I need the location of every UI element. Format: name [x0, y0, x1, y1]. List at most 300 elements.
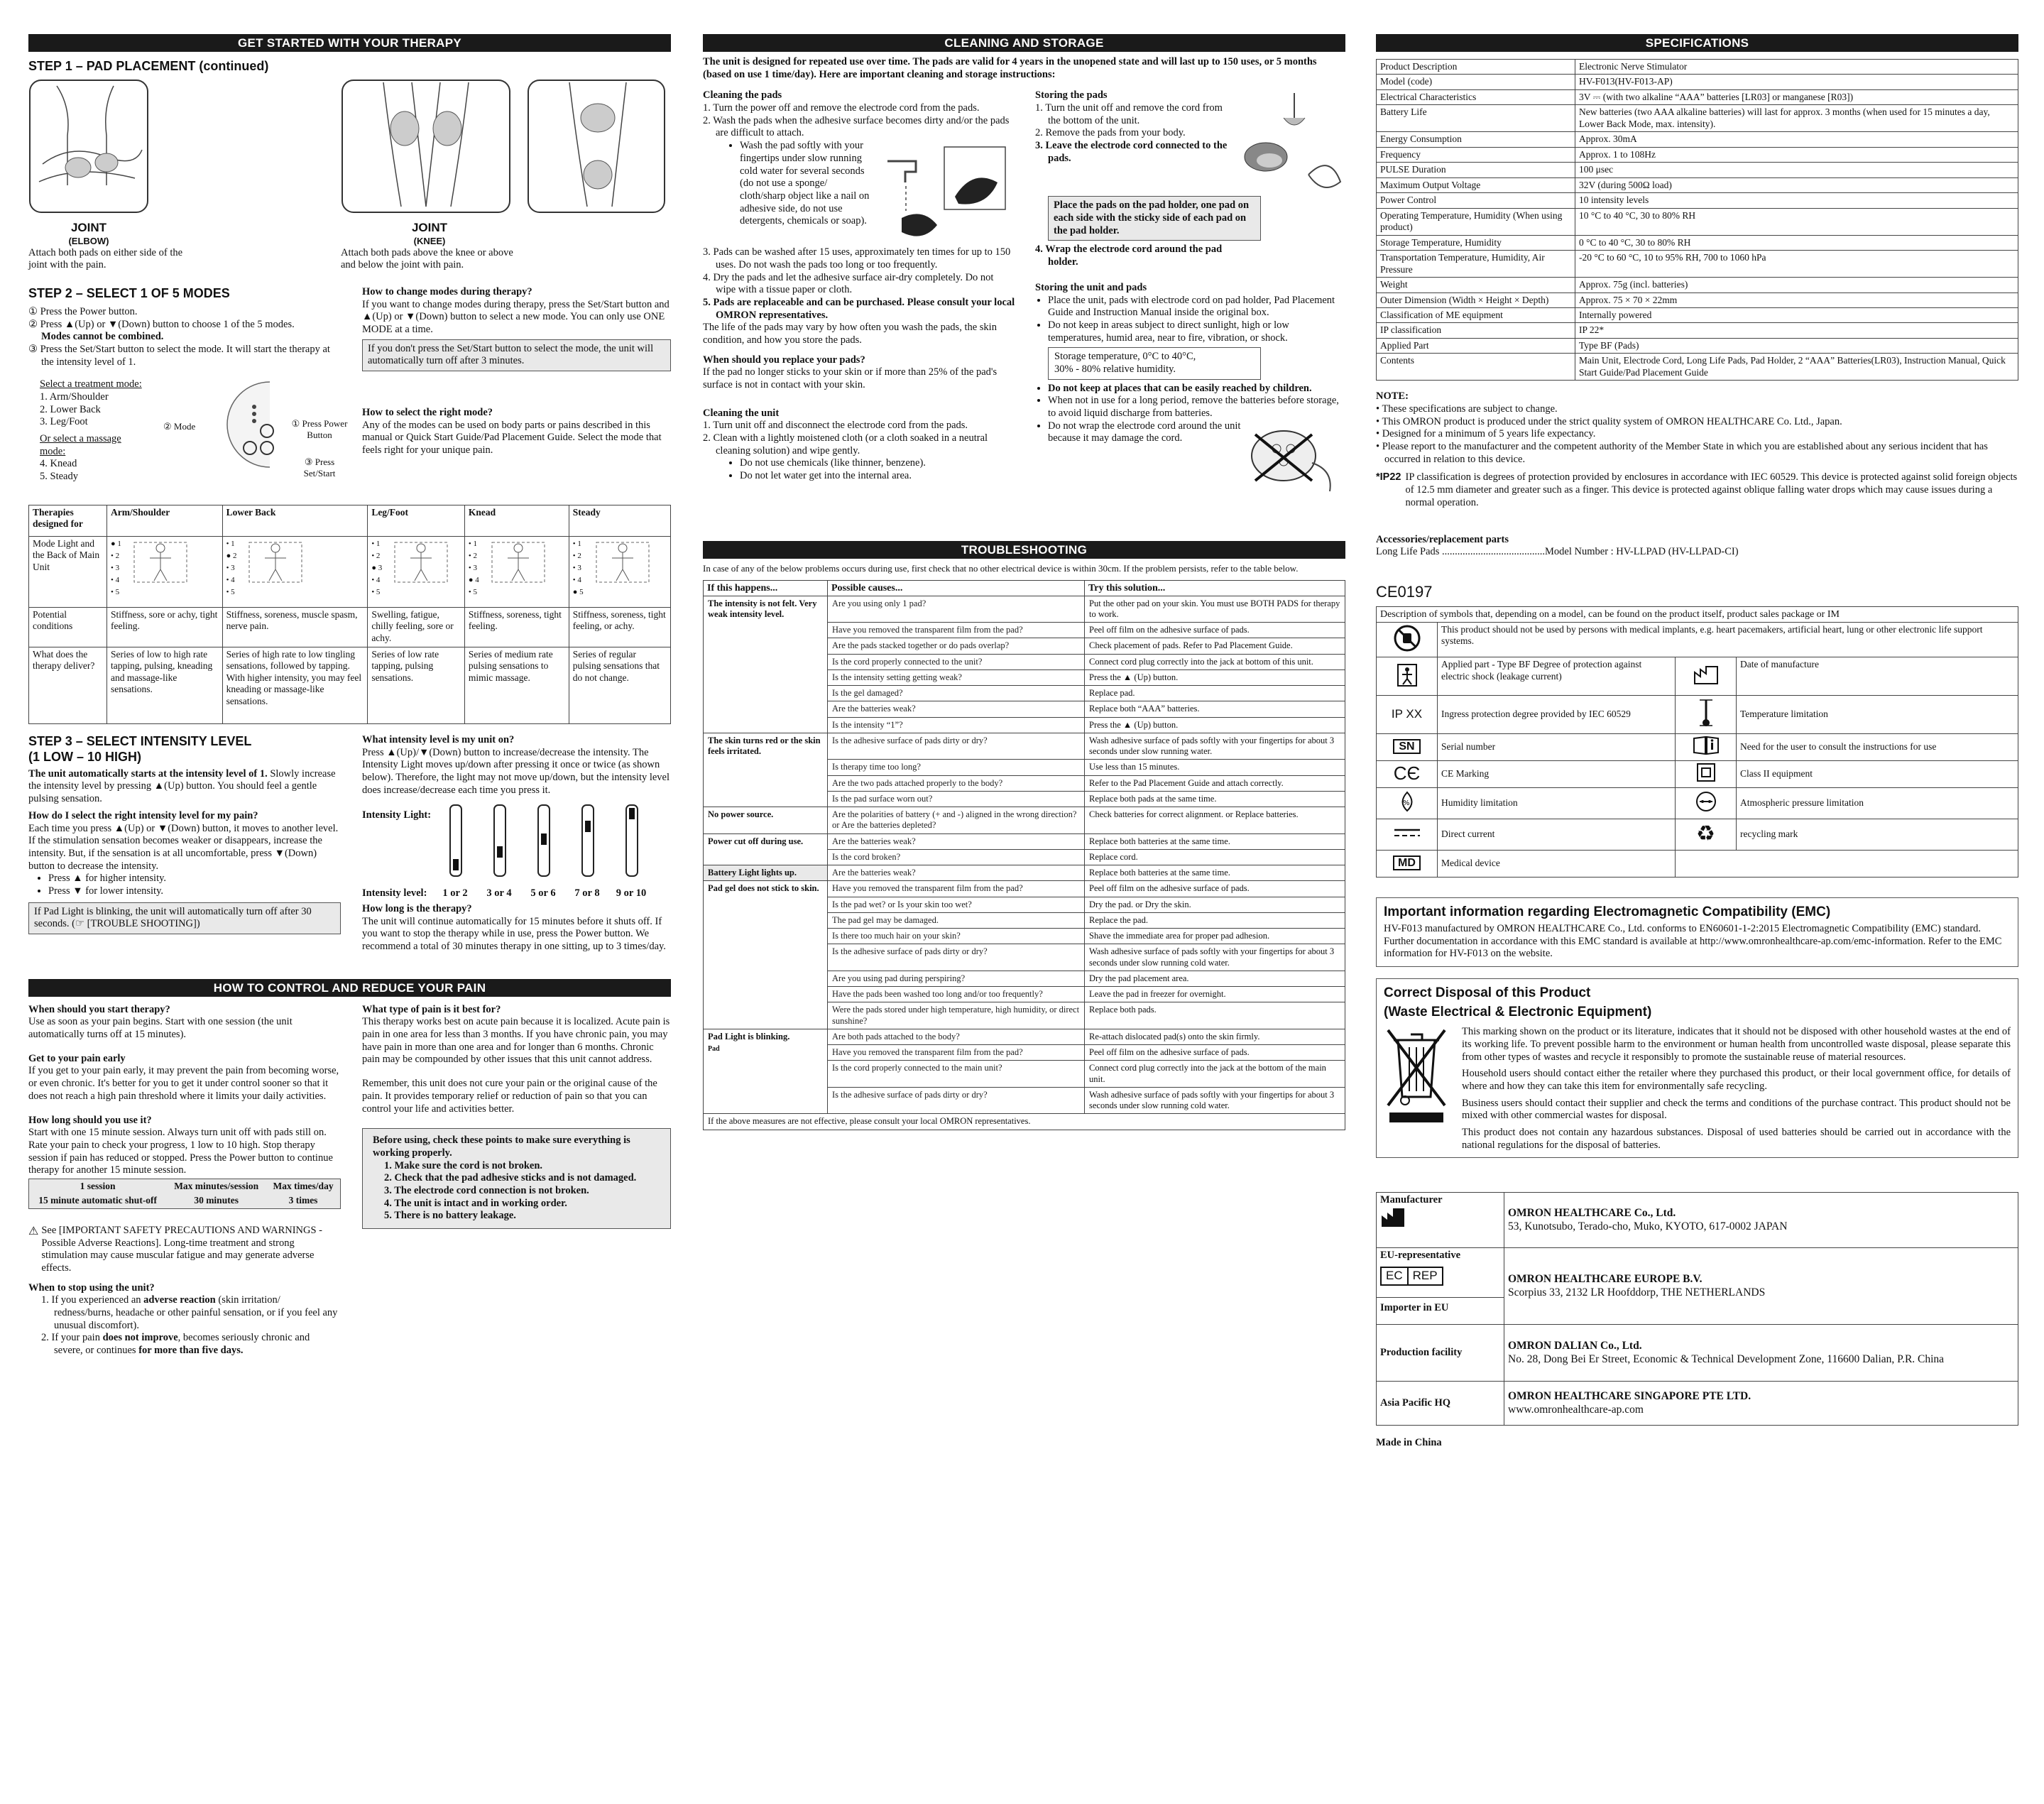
knee-illustration-front — [341, 79, 511, 214]
mode-dot-icon: • — [111, 587, 116, 596]
production-label: Production facility — [1377, 1325, 1504, 1382]
early-q: Get to your pain early — [28, 1052, 126, 1064]
mode-number: 4 — [376, 575, 381, 584]
cond-steady: Stiffness, soreness, tight feeling, or achy. — [569, 607, 670, 647]
sym-recycle-text: recycling mark — [1737, 819, 2018, 850]
mode-number: 3 — [378, 563, 383, 572]
step3-left — [28, 734, 341, 953]
spec-label: Power Control — [1377, 193, 1575, 208]
control-left — [28, 1004, 341, 1357]
mode-dot-active-icon: ● — [468, 575, 476, 584]
mode-dot-row — [111, 586, 121, 598]
mode-light-knead — [464, 536, 569, 607]
spec-label: PULSE Duration — [1377, 163, 1575, 177]
check-box — [362, 1128, 671, 1229]
knee-block — [341, 79, 671, 271]
instructions-icon — [1693, 736, 1720, 755]
row-conditions-label: Potential conditions — [29, 607, 107, 647]
sym-bf-cell — [1377, 657, 1438, 696]
body-area-icon — [129, 538, 192, 588]
ts-solution: Dry the pad. or Dry the skin. — [1085, 897, 1345, 912]
knee-illustration-side — [527, 79, 666, 214]
ip-text: IP classification is degrees of protection provided by enclosures in accordance with IEC 60529. This device is protected against solid foreign objects of 12.5 mm diameter and greater such as a finger. This device is protected against oblique falling water drops which may cause issues during a normal operation. — [1405, 471, 2018, 508]
ip-mark: *IP22 — [1376, 471, 1401, 483]
pad-life: The life of the pads may vary by how often you wash the pads, the skin condition, and how you store the pads. — [703, 322, 997, 346]
storage-temp-box — [1048, 347, 1261, 379]
when-q: When should you start therapy? — [28, 1003, 170, 1015]
cond-arm: Stiffness, sore or achy, tight feeling. — [107, 607, 223, 647]
spec-row — [1377, 147, 2018, 162]
direct-current-icon — [1393, 827, 1421, 838]
mode-dot-row — [111, 538, 121, 550]
accessories-block — [1376, 534, 2018, 559]
spec-value: 3V ⎓ (with two alkaline “AAA” batteries [LR03] or manganese [R03]) — [1575, 89, 2018, 104]
ts-solution: Peel off film on the adhesive surface of pads. — [1085, 881, 1345, 897]
th-arm: Arm/Shoulder — [107, 505, 223, 536]
disposal-para-3: Business users should contact their supplier and check the terms and conditions of the purchase contract. This product should not be mixed with other commercial wastes for disposal. — [1462, 1097, 2011, 1122]
mfr-label: Manufacturer — [1380, 1194, 1443, 1206]
mode-dot-icon: • — [371, 587, 376, 596]
mode-dot-icon: • — [226, 575, 231, 584]
check-item-4: 4. The unit is intact and in working order. — [384, 1197, 567, 1209]
mode-light-arm — [107, 536, 223, 607]
mode-dot-row — [226, 538, 237, 550]
spec-value: 32V (during 500Ω load) — [1575, 177, 2018, 192]
long-a: The unit will continue automatically for 15 minutes before it shuts off. If you want to stop the therapy while in use, press the Power button. We recommend a total of 30 minutes therapy in one sitting, up to 3 times/day. — [362, 915, 666, 953]
mode-number: 2 — [115, 551, 120, 560]
ts-intro: In case of any of the below problems occurs during use, first check that no other electrical device is within 30cm. If the problem persists, refer to the table below. — [703, 562, 1299, 574]
spec-row — [1377, 105, 2018, 132]
ts-problem: Pad Light is blinking. Pad — [704, 1029, 828, 1114]
sym-bf-text: Applied part - Type BF Degree of protection against electric shock (leakage current) — [1438, 657, 1676, 696]
spec-value: Type BF (Pads) — [1575, 338, 2018, 353]
deliver-steady: Series of regular pulsing sensations that do not change. — [569, 647, 670, 723]
step3-q: How do I select the right intensity level for my pain? — [28, 809, 258, 821]
mode-dot-icon: • — [371, 551, 376, 560]
mode-number: 1 — [473, 539, 477, 548]
spec-value: HV-F013(HV-F013-AP) — [1575, 75, 2018, 89]
mode-dot-icon: • — [226, 563, 231, 572]
note-3: • Designed for a minimum of 5 years life expectancy. — [1376, 428, 1596, 440]
storage-temp-line-1: Storage temperature, 0°C to 40°C, — [1054, 351, 1196, 363]
knee-title: JOINT — [411, 220, 448, 234]
mode-dot-row — [469, 574, 479, 586]
mode-dot-row — [573, 550, 584, 562]
spec-label: Product Description — [1377, 60, 1575, 75]
mode-light-lower-back — [222, 536, 368, 607]
store-unit-bullet-3: • Do not keep at places that can be easily reached by children. — [1048, 383, 1345, 395]
ts-row — [704, 733, 1345, 760]
early-a: If you get to your pain early, it may prevent the pain from becoming worse, or even chronic. It's better for you to get it under control sooner so that it does not reach a high pain threshold where it limits your daily activities. — [28, 1065, 339, 1102]
treatment-mode-title: Select a treatment mode: — [40, 378, 142, 390]
ts-solution: Wash adhesive surface of pads softly with your fingertips for about 3 seconds under slow running water. — [1085, 733, 1345, 760]
spec-value: 100 μsec — [1575, 163, 2018, 177]
cleaning-intro: The unit is designed for repeated use over time. The pads are valid for 4 years in the unopened state and will last up to 150 uses, or 5 months (based on use 1 time/day). Here are important cleaning and storage instructions: — [703, 56, 1317, 80]
intensity-light-bars — [440, 802, 640, 887]
eu-rep-label: EU-representative — [1380, 1250, 1461, 1262]
elbow-title: JOINT — [70, 220, 107, 234]
ts-row — [704, 596, 1345, 623]
ts-cause: Is the pad wet? or Is your skin too wet? — [828, 897, 1085, 912]
th-knead: Knead — [464, 505, 569, 536]
cond-leg: Swelling, fatigue, chilly feeling, sore or achy. — [368, 607, 465, 647]
section-header-cleaning: CLEANING AND STORAGE — [703, 34, 1345, 52]
row-deliver-label: What does the therapy deliver? — [29, 647, 107, 723]
ts-solution: Press the ▲ (Up) button. — [1085, 717, 1345, 733]
clean-unit-bullet-1: • Do not use chemicals (like thinner, benzene). — [740, 457, 1015, 470]
ts-cause: Is therapy time too long? — [828, 760, 1085, 775]
cleaning-area — [703, 89, 1345, 498]
mode-dot-icon: • — [111, 551, 116, 560]
sym-md-text: Medical device — [1438, 850, 1676, 877]
ec-rep-icon: EC REP — [1380, 1267, 1500, 1286]
mode-number: 4 — [475, 575, 479, 584]
check-item-2: 2. Check that the pad adhesive sticks and is not damaged. — [384, 1172, 637, 1184]
ts-h-solution: Try this solution... — [1085, 580, 1345, 596]
ts-solution: Use less than 15 minutes. — [1085, 760, 1345, 775]
device-diagram — [142, 378, 348, 479]
body-area-icon — [389, 538, 453, 588]
sym-class2-text: Class II equipment — [1737, 760, 2018, 787]
ts-cause: Are the batteries weak? — [828, 865, 1085, 881]
eu-info — [1504, 1248, 2018, 1325]
body-area-icon — [591, 538, 655, 588]
asia-hq-label: Asia Pacific HQ — [1377, 1382, 1504, 1426]
spec-row — [1377, 251, 2018, 278]
mode-dot-row — [226, 574, 237, 586]
ts-row — [704, 807, 1345, 834]
step3-p1: Slowly increase the intensity level by pressing ▲(Up) button. You should feel a gentle pulsing sensation. — [28, 767, 336, 805]
spec-label: Outer Dimension (Width × Height × Depth) — [1377, 293, 1575, 307]
ts-solution: Leave the pad in freezer for overnight. — [1085, 987, 1345, 1002]
step3-bullet-down: • Press ▼ for lower intensity. — [48, 885, 341, 898]
cleaning-left — [703, 89, 1015, 498]
step2-item-3: ③ Press the Set/Start button to select the mode. It will start the therapy at the intensity level of 1. — [28, 343, 330, 368]
level-q: What intensity level is my unit on? — [362, 733, 515, 745]
sym-pressure-text: Atmospheric pressure limitation — [1737, 787, 2018, 819]
spec-value: Approx. 30mA — [1575, 132, 2018, 147]
sym-ipxx: IP XX — [1377, 696, 1438, 733]
mode-dot-row — [469, 586, 479, 598]
mode-number: 2 — [376, 551, 381, 560]
check-item-5: 5. There is no battery leakage. — [384, 1210, 516, 1222]
sess-v3: 3 times — [266, 1193, 340, 1208]
spec-label: Operating Temperature, Humidity (When using product) — [1377, 208, 1575, 235]
ts-solution: Check placement of pads. Refer to Pad Placement Guide. — [1085, 638, 1345, 654]
ts-h-causes: Possible causes... — [828, 580, 1085, 596]
sym-temp-text: Temperature limitation — [1737, 696, 2018, 733]
spec-label: Weight — [1377, 278, 1575, 293]
th-therapies: Therapies designed for — [29, 505, 107, 536]
step2-area — [28, 286, 671, 483]
ts-cause: Is the cord properly connected to the main unit? — [828, 1061, 1085, 1088]
recycling-icon: ♻ — [1676, 819, 1737, 850]
spec-row — [1377, 354, 2018, 381]
ts-solution: Press the ▲ (Up) button. — [1085, 669, 1345, 685]
howlong-q: How long should you use it? — [28, 1114, 152, 1126]
ts-solution: Wash adhesive surface of pads softly with your fingertips for about 3 seconds under slow running cold water. — [1085, 944, 1345, 971]
ts-cause: Are the pads stacked together or do pads overlap? — [828, 638, 1085, 654]
spec-row — [1377, 307, 2018, 322]
ts-solution: Check batteries for correct alignment. or Replace batteries. — [1085, 807, 1345, 834]
emc-box — [1376, 897, 2018, 967]
elbow-illustration — [28, 79, 149, 214]
disposal-box — [1376, 978, 2018, 1159]
intensity-bar-icon — [447, 802, 464, 880]
th-lower-back: Lower Back — [222, 505, 368, 536]
ts-body — [704, 596, 1345, 1114]
sym-ifu-text: Need for the user to consult the instructions for use — [1737, 733, 2018, 760]
sym-empty — [1676, 850, 2018, 877]
importer-label: Importer in EU — [1377, 1297, 1504, 1315]
replace-q: When should you replace your pads? — [703, 354, 865, 366]
mode-dot-row — [371, 538, 382, 550]
ts-solution: Replace both batteries at the same time. — [1085, 833, 1345, 849]
manufacturer-icon — [1380, 1207, 1407, 1228]
asia-hq-info — [1504, 1382, 2018, 1426]
ts-solution: Replace both pads. — [1085, 1002, 1345, 1029]
mode-light-steady — [569, 536, 670, 607]
body-area-icon — [244, 538, 307, 588]
eu-name: OMRON HEALTHCARE EUROPE B.V. — [1508, 1273, 1703, 1286]
mode-dot-icon: • — [371, 539, 376, 548]
mode-dot-icon: • — [371, 575, 376, 584]
spec-label: Frequency — [1377, 147, 1575, 162]
level-3-4: 3 or 4 — [486, 887, 512, 900]
deliver-lower-back: Series of high rate to low tingling sensations, followed by tapping. With higher intensity, you may feel kneading or massage-like sensations. — [222, 647, 368, 723]
mode-dot-row — [226, 586, 237, 598]
sym-no-implant-cell — [1377, 622, 1438, 657]
mode-dot-active-icon: ● — [111, 539, 118, 548]
spec-row — [1377, 75, 2018, 89]
ts-cause: Is the cord properly connected to the unit? — [828, 654, 1085, 669]
sym-no-implant-text: This product should not be used by persons with medical implants, e.g. heart pacemakers, artificial heart, lung or other electronic life support systems. — [1438, 622, 2018, 657]
ts-solution: Replace cord. — [1085, 849, 1345, 865]
manufacturer-table — [1376, 1192, 2018, 1426]
made-in: Made in China — [1376, 1437, 1442, 1449]
body-area-icon — [486, 538, 550, 588]
mode-label: ② Mode — [163, 421, 196, 432]
spec-value: Electronic Nerve Stimulator — [1575, 60, 2018, 75]
mode-number: 3 — [473, 563, 477, 572]
intensity-level-label: Intensity level: — [362, 887, 427, 900]
sess-v2: 30 minutes — [166, 1193, 266, 1208]
store-pads-2: 2. Remove the pads from your body. — [1035, 127, 1186, 139]
mode-dot-row — [226, 550, 237, 562]
mode-dot-row — [111, 550, 121, 562]
step2-item-1: ① Press the Power button. — [28, 305, 138, 317]
treatment-mode-3: 3. Leg/Foot — [40, 416, 88, 428]
mode-dot-row — [371, 550, 382, 562]
change-modes-a: If you want to change modes during therapy, press the Set/Start button and ▲(Up) or ▼(Down) button to select a new mode. You can only use ONE MODE at a time. — [362, 298, 670, 336]
warning-text: See [IMPORTANT SAFETY PRECAUTIONS AND WARNINGS - Possible Adverse Reactions]. Long-time treatment and strong stimulation may cause muscular fatigue and may generate adverse effects. — [41, 1224, 323, 1274]
mode-dot-row — [371, 586, 382, 598]
sym-pressure-cell — [1676, 787, 1737, 819]
mode-number: 2 — [577, 551, 581, 560]
note-4: • Please report to the manufacturer and the competent authority of the Member State in which you are established about any serious incident that has occurred in relation to this device. — [1376, 441, 1988, 465]
serial-number-icon: SN — [1393, 739, 1420, 754]
ts-solution: Refer to the Pad Placement Guide and attach correctly. — [1085, 775, 1345, 791]
ts-cause: Is the gel damaged? — [828, 686, 1085, 701]
ts-cause: Are you using only 1 pad? — [828, 596, 1085, 623]
ts-solution: Dry the pad placement area. — [1085, 971, 1345, 986]
type-a: This therapy works best on acute pain because it is localized. Acute pain is pain in one area for less than 3 months. If you have chronic pain, you may have pain in more than one area and for longer than 6 months. Chronic pain may be compounded by other issues that this unit cannot address. — [362, 1016, 670, 1066]
clean-pads-2: 2. Wash the pads when the adhesive surface becomes dirty and/or the pads are difficult to attach. — [703, 114, 1010, 139]
level-5-6: 5 or 6 — [530, 887, 556, 900]
session-table — [28, 1179, 341, 1209]
elbow-block — [28, 79, 341, 271]
store-unit-bullet-4: • When not in use for a long period, remove the batteries before storage, to avoid liquid discharge from batteries. — [1048, 395, 1345, 420]
sess-h1: 1 session — [29, 1179, 167, 1193]
elbow-desc: Attach both pads on either side of the joint with the pain. — [28, 246, 183, 271]
step2-item-2: ② Press ▲(Up) or ▼(Down) button to choose 1 of the 5 modes. — [28, 318, 295, 330]
step2-title: STEP 2 – SELECT 1 OF 5 MODES — [28, 285, 230, 300]
ts-h-problem: If this happens... — [704, 580, 828, 596]
spec-value: -20 °C to 60 °C, 10 to 95% RH, 700 to 1060 hPa — [1575, 251, 2018, 278]
spec-label: Model (code) — [1377, 75, 1575, 89]
knee-desc: Attach both pads above the knee or above and below the joint with pain. — [341, 246, 513, 271]
ts-solution: Peel off film on the adhesive surface of pads. — [1085, 623, 1345, 638]
svg-text:%: % — [1402, 799, 1410, 807]
spec-table — [1376, 59, 2018, 381]
set-label: ③ Press Set/Start — [303, 457, 336, 479]
ts-problem: The skin turns red or the skin feels irritated. — [704, 733, 828, 807]
spec-label: Electrical Characteristics — [1377, 89, 1575, 104]
massage-mode-title: Or select a massage mode: — [40, 433, 121, 457]
pad-light-box: If Pad Light is blinking, the unit will automatically turn off after 30 seconds. (☞ [TROUBLE SHOOTING]) — [28, 902, 341, 934]
knee-sub: (KNEE) — [413, 235, 446, 246]
cleaning-right — [1035, 89, 1345, 498]
mode-number: 4 — [577, 575, 581, 584]
mfr-name: OMRON HEALTHCARE Co., Ltd. — [1508, 1207, 1676, 1220]
power-label: ① Press Power Button — [291, 418, 348, 441]
warning-icon: ⚠ — [28, 1225, 39, 1237]
ts-solution: Put the other pad on your skin. You must use BOTH PADS for therapy to work. — [1085, 596, 1345, 623]
sym-sn-cell — [1377, 733, 1438, 760]
sym-desc: Description of symbols that, depending on a model, can be found on the product itself, product sales package or IM — [1377, 606, 2018, 622]
spec-row — [1377, 193, 2018, 208]
mode-number: 4 — [115, 575, 120, 584]
column-cleaning — [703, 34, 1345, 1130]
ts-cause: Is the pad surface worn out? — [828, 791, 1085, 807]
accessories-line: Long Life Pads ........................................Model Number : HV-LLPAD (HV-LLPAD-CI) — [1376, 546, 1739, 558]
control-right — [362, 1004, 671, 1357]
ts-cause: Is the adhesive surface of pads dirty or dry? — [828, 1087, 1085, 1114]
production-name: OMRON DALIAN Co., Ltd. — [1508, 1340, 1642, 1352]
mode-dot-row — [226, 562, 237, 574]
mode-dot-active-icon: ● — [572, 587, 580, 596]
note-title: NOTE: — [1376, 390, 1409, 403]
spec-value: Approx. 75 × 70 × 22mm — [1575, 293, 2018, 307]
ts-row — [704, 1029, 1345, 1044]
remember-text: Remember, this unit does not cure your pain or the original cause of the pain. It provides temporary relief or reduction of pain so that you can control your life and activities better. — [362, 1078, 657, 1115]
spec-label: Classification of ME equipment — [1377, 307, 1575, 322]
store-pads-title: Storing the pads — [1035, 89, 1108, 102]
stop-q: When to stop using the unit? — [28, 1281, 155, 1294]
note-1: • These specifications are subject to change. — [1376, 403, 1558, 415]
spec-label: Contents — [1377, 354, 1575, 381]
clean-pads-bullet: • Wash the pad softly with your fingertips under slow running cold water for several seconds (do not use a sponge/ cloth/sharp object like a nail on adhesive side, do not use detergents, chemicals or soap). — [740, 140, 873, 228]
spec-row — [1377, 235, 2018, 250]
mode-dot-row — [469, 550, 479, 562]
spec-value: IP 22* — [1575, 323, 2018, 338]
pressure-limit-icon — [1693, 789, 1720, 814]
intensity-bar-icon — [579, 802, 596, 880]
ts-solution: Wash adhesive surface of pads softly with your fingertips for about 3 seconds under slow running cold water. — [1085, 1087, 1345, 1114]
sym-md-cell — [1377, 850, 1438, 877]
mode-dot-icon: • — [468, 587, 474, 596]
spec-label: Storage Temperature, Humidity — [1377, 235, 1575, 250]
mfr-label-cell — [1377, 1193, 1504, 1248]
intensity-diagram — [362, 802, 671, 887]
ts-cause: Is the intensity “1”? — [828, 717, 1085, 733]
spec-label: Transportation Temperature, Humidity, Air Pressure — [1377, 251, 1575, 278]
spec-row — [1377, 323, 2018, 338]
spec-row — [1377, 163, 2018, 177]
mode-dot-row — [371, 574, 382, 586]
right-mode-a: Any of the modes can be used on body parts or pains described in this manual or Quick Start Guide/Pad Placement Guide. Select the mode that feels right for your unique pain. — [362, 419, 662, 457]
asia-hq-addr: www.omronhealthcare-ap.com — [1508, 1403, 1644, 1416]
spec-value: New batteries (two AAA alkaline batteries) will last for approx. 3 months (when used for 15 minutes a day, Lower Back Mode, max. intensity). — [1575, 105, 2018, 132]
level-a: Press ▲(Up)/▼(Down) button to increase/decrease the intensity. The Intensity Light moves up/down after pressing it once or twice (as shown below). Therefore, the light may not move up/down, but the intensity level does increase/decrease each time you press it. — [362, 746, 670, 796]
accessories-title: Accessories/replacement parts — [1376, 533, 1509, 545]
step3-sub: (1 LOW – 10 HIGH) — [28, 749, 142, 764]
step2-left — [28, 285, 348, 483]
step3-right — [362, 734, 671, 953]
sym-ipxx-text: Ingress protection degree provided by IEC 60529 — [1438, 696, 1676, 733]
sym-class2-cell — [1676, 760, 1737, 787]
mode-light-leg — [368, 536, 465, 607]
deliver-arm: Series of low to high rate tapping, pulsing, kneading and massage-like sensations. — [107, 647, 223, 723]
section-header-get-started: GET STARTED WITH YOUR THERAPY — [28, 34, 671, 52]
sym-sn-text: Serial number — [1438, 733, 1676, 760]
washing-pad-illustration — [873, 140, 1008, 246]
spec-value: 10 °C to 40 °C, 30 to 80% RH — [1575, 208, 2018, 235]
disposal-para-2: Household users should contact either the retailer where they purchased this product, or their local government office, for details of where and how they can take this item for environmentally safe recycling. — [1462, 1068, 2011, 1093]
clean-pads-4: 4. Dry the pads and let the adhesive surface air-dry completely. Do not wipe with a tissue paper or cloth. — [703, 271, 994, 296]
elbow-sub: (ELBOW) — [68, 235, 109, 246]
spec-label: Energy Consumption — [1377, 132, 1575, 147]
ts-cause: Have the pads been washed too long and/or too frequently? — [828, 987, 1085, 1002]
production-addr: No. 28, Dong Bei Er Street, Economic & Technical Development Zone, 116600 Dalian, P.R. China — [1508, 1352, 1945, 1365]
spec-value: Main Unit, Electrode Cord, Long Life Pads, Pad Holder, 2 “AAA” Batteries(LR03), Instruction Manual, Quick Start Guide/Pad Placement Guide — [1575, 354, 2018, 381]
long-q: How long is the therapy? — [362, 902, 472, 914]
store-unit-title: Storing the unit and pads — [1035, 281, 1147, 293]
mode-dot-icon: • — [572, 539, 578, 548]
ts-row — [704, 865, 1345, 881]
ts-solution: Replace the pad. — [1085, 912, 1345, 928]
spec-label: Applied Part — [1377, 338, 1575, 353]
spec-row — [1377, 208, 2018, 235]
ts-problem: Power cut off during use. — [704, 833, 828, 865]
clean-pads-5: 5. Pads are replaceable and can be purchased. Please consult your local OMRON representatives. — [703, 296, 1015, 321]
disposal-title-2: (Waste Electrical & Electronic Equipment) — [1384, 1005, 1652, 1020]
row-mode-light-label: Mode Light and the Back of Main Unit — [29, 536, 107, 607]
mode-dot-icon: • — [572, 575, 578, 584]
ts-solution: Peel off film on the adhesive surface of pads. — [1085, 1045, 1345, 1061]
note-2: • This OMRON product is produced under the strict quality system of OMRON HEALTHCARE Co. Ltd., Japan. — [1376, 415, 1842, 427]
mode-number: 3 — [577, 563, 581, 572]
mode-dot-row — [111, 574, 121, 586]
ts-cause: Are the two pads attached properly to the body? — [828, 775, 1085, 791]
device-icon — [213, 378, 291, 471]
sym-dc-cell — [1377, 819, 1438, 850]
sym-ifu-cell — [1676, 733, 1737, 760]
th-leg: Leg/Foot — [368, 505, 465, 536]
ts-solution: Connect cord plug correctly into the jack at bottom of this unit. — [1085, 654, 1345, 669]
step3-a: Each time you press ▲(Up) or ▼(Down) button, it moves to another level. If the stimulation sensation becomes weaker or disappears, increase the intensity. But, if the sensation is at all uncomfortable, press ▼(Down) button to decrease the intensity. — [28, 822, 339, 872]
spec-label: Maximum Output Voltage — [1377, 177, 1575, 192]
